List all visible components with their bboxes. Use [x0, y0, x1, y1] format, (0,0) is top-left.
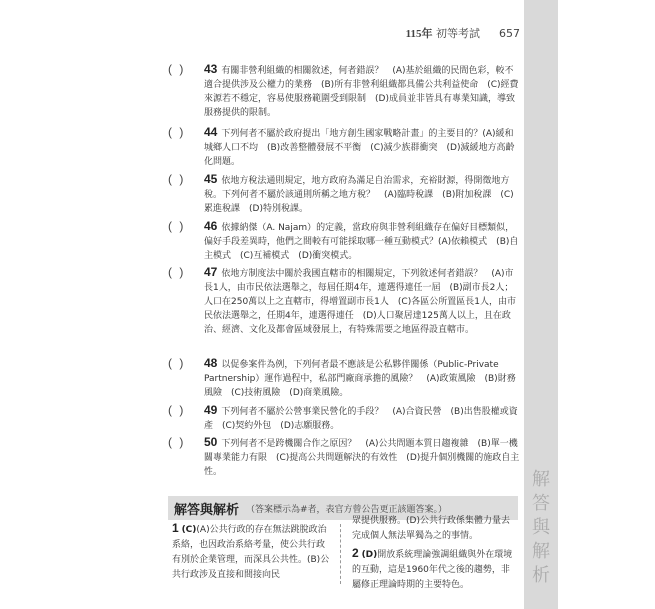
answers-title: 解答與解析	[174, 503, 240, 518]
question-body	[204, 356, 522, 400]
exam-title: 初等考試	[436, 27, 480, 40]
answer-number: 1	[172, 521, 179, 535]
answer-blank: ( )	[168, 403, 186, 417]
answers-note: （答案標示為#者，表官方曾公告更正該題答案。）	[246, 505, 448, 515]
question-body	[204, 62, 522, 120]
question-number: 49	[204, 403, 218, 417]
question-text: 下列何者不屬於政府提出「地方創生國家戰略計畫」的主要目的？(A)緩和城鄉人口不均 (B)改善整體發展不平衡 (C)減少族群衝突 (D)減緩地方高齡化問題。	[204, 129, 515, 167]
question-body	[204, 435, 522, 479]
answer-key: (D)	[361, 550, 378, 560]
question-number: 50	[204, 435, 218, 449]
answer-blank: ( )	[168, 265, 186, 279]
answer-blank: ( )	[168, 219, 186, 233]
question-number: 47	[204, 265, 218, 279]
exam-year: 115年	[405, 28, 433, 40]
question-number: 46	[204, 219, 218, 233]
answer-blank: ( )	[168, 356, 186, 370]
sidebar-char: 解	[532, 541, 550, 562]
question-number: 43	[204, 62, 218, 76]
question-text: 以促參案件為例，下列何者最不應該是公私夥伴關係（Public-Private Partnership）運作過程中，私部門廠商承擔的風險？ (A)政策風險 (B)財務風險 (C)技術風險 (D)商業風險。	[204, 360, 516, 398]
answer-explanation: (A)公共行政的存在無法跳脫政治系絡，也因政治系絡考量，使公共行政有別於企業管理，而深具公共性。(B)公共行政涉及直接和間接向民	[172, 525, 330, 580]
question-body	[204, 125, 522, 169]
question-text: 依地方制度法中關於我國直轄市的相關規定，下列敘述何者錯誤？ (A)市長1人，由市民依法選舉之，每屆任期4年，連選得連任一屆 (B)副市長2人；人口在250萬以上之直轄市，得增置副市長1人 (C)各區公所置區長1人，由市民依法選舉之，任期4年，連選得連任 (D)人口聚居達125萬人以上，且在政治、經濟、文化及都會區域發展上，有特殊需要之地區得設直轄市。	[204, 269, 516, 335]
question-body	[204, 172, 522, 216]
question-text: 下列何者不是跨機關合作之原因？ (A)公共問題本質日趨複雜 (B)單一機關專業能力有限 (C)提高公共問題解決的有效性 (D)提升個別機關的施政自主性。	[204, 439, 520, 477]
question-text: 有關非營利組織的相關敘述，何者錯誤？ (A)基於組織的民間色彩，較不適合提供涉及公權力的業務 (B)所有非營利組織都具備公共利益使命 (C)經費來源若不穩定，容易使服務範圍受到限制 (D)成員並非皆具有專業知識，導致服務提供的限制。	[204, 66, 519, 118]
question-body	[204, 219, 522, 263]
question-number: 48	[204, 356, 218, 370]
answer-item-2	[352, 546, 518, 593]
question-body	[204, 403, 522, 433]
sidebar-char: 解	[532, 469, 550, 490]
question-number: 45	[204, 172, 218, 186]
answer-column-left	[172, 521, 332, 583]
answer-column-right	[352, 514, 518, 593]
question-text: 依據納傑（A. Najam）的定義，當政府與非營利組織存在偏好目標類似，偏好手段差異時，他們之間較有可能採取哪一種互動模式？(A)依賴模式 (B)自主模式 (C)互補模式 (D)衝突模式。	[204, 223, 519, 261]
page-header	[320, 25, 520, 41]
column-divider	[340, 524, 341, 584]
page-number: 657	[499, 27, 520, 40]
sidebar-char: 析	[532, 565, 550, 586]
answer-blank: ( )	[168, 125, 186, 139]
answer-key: (C)	[181, 525, 197, 535]
answer-blank: ( )	[168, 435, 186, 449]
sidebar-char: 答	[532, 493, 550, 514]
section-sidebar	[524, 0, 558, 609]
question-body	[204, 265, 522, 337]
question-text: 依地方稅法通則規定，地方政府為滿足自治需求，充裕財源，得開徵地方稅。下列何者不屬於該通則所稱之地方稅？ (A)臨時稅課 (B)附加稅課 (C)累進稅課 (D)特別稅課。	[204, 176, 514, 214]
sidebar-char: 與	[532, 517, 550, 538]
answer-blank: ( )	[168, 172, 186, 186]
answer-explanation: 開放系統理論強調組織與外在環境的互動，這是1960年代之後的趨勢，非屬修正理論時期的主要特色。	[352, 550, 513, 590]
sidebar-label	[524, 468, 558, 588]
answer-number: 2	[352, 546, 359, 560]
question-text: 下列何者不屬於公營事業民營化的手段？ (A)合資民營 (B)出售股權或資產 (C)契約外包 (D)志願服務。	[204, 407, 518, 431]
answer-continuation: 眾提供服務。(D)公共行政係集體力量去完成個人無法單獨為之的事情。	[352, 516, 510, 541]
answer-blank: ( )	[168, 62, 186, 76]
question-number: 44	[204, 125, 218, 139]
